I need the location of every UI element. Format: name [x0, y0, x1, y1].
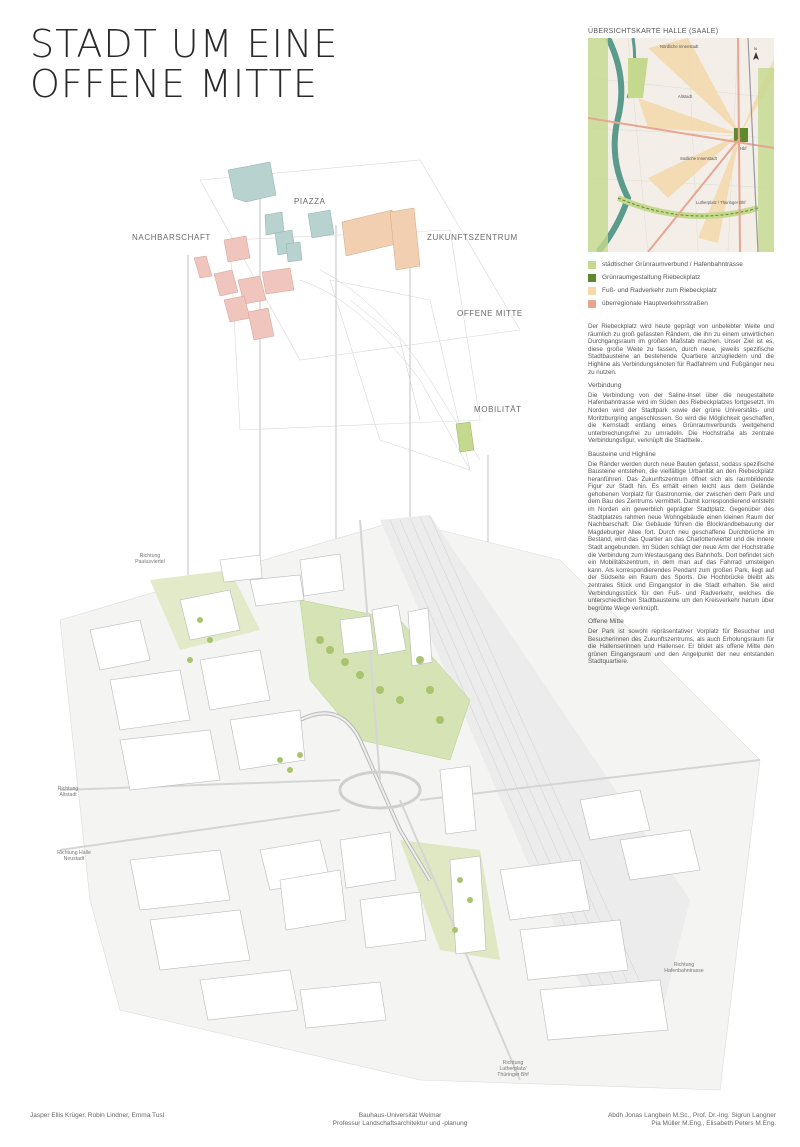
legend-swatch	[588, 261, 596, 269]
legend-label: Grünraumgestaltung Riebeckplatz	[602, 274, 701, 281]
label-piazza: PIAZZA	[294, 197, 326, 206]
legend-item-foot-bike	[588, 284, 743, 297]
legend-label: städtischer Grünraumverbund / Hafenbahntrasse	[602, 261, 743, 268]
direction-lutherplatz: Richtung Lutherplatz/ Thüringer Bhf	[497, 1060, 529, 1078]
description-text	[588, 323, 774, 672]
label-mobilitaet: MOBILITÄT	[474, 405, 522, 414]
legend-swatch	[588, 274, 596, 282]
footer-uni-line-2: Professur Landschaftsarchitektur und -planung	[332, 1120, 468, 1127]
footer-supervisors	[560, 1112, 776, 1128]
map-legend	[588, 258, 743, 310]
paragraph-bausteine: Die Ränder werden durch neue Bauten gefasst, sodass spezifische Bausteine entstehen, die vielfältige Urbanität an den Riebeckplatz heranführen. Das Zukunftszentrum öffnet sich als raumbildende Figur zur Stadt hin. Es erhält einen leicht aus dem Gelände gehobenen Vorplatz für Gastronomie, der zwischen dem Park und dem Bau des Zentrums vermittelt. Damit korrespondierend entsteht im Norden ein gewerblich geprägter Stadtplatz. Gegenüber des Stadtplatzes rahmen neue Wohngebäude einen kleinen Raum der Nachbarschaft. Die Gebäude führen die Blockrandbebauung der Magdeburger Allee fort. Durch neu geschaffene Durchbrüche im Bestand, wird das Quartier an das Charlottenviertel und die innere Stadt angebunden. Im Süden schlägt der neue Arm der Hochstraße die Verbindung zum Westausgang des Bahnhofs. Dort befindet sich ein Mobilitätszentrum, in dem man auf das Fahrrad umsteigen kann. Als korrespondierendes Pendant zum großen Park, liegt auf der Südseite ein Raum des Sports. Die Hochbrücke bleibt als zentrales Stück und Eingangstor in die Stadt erhalten. Sie wird Verbindungsstück für den Fuß- und Radverkehr, welches die unterschiedlichen Stadtbausteine um den Kreisverkehr herum über begrünte Wege verknüpft.	[588, 460, 774, 612]
legend-item-green-network	[588, 258, 743, 271]
layer-mobilitaet-building	[456, 422, 474, 452]
direction-paulusviertel: Richtung Paulusviertel	[135, 553, 165, 565]
map-label-altstadt: Altstadt	[678, 94, 692, 99]
legend-label: überregionale Hauptverkehrsstraßen	[602, 300, 708, 307]
layer-zukunftszentrum-buildings	[342, 208, 420, 270]
layer-offene-mitte-outline	[300, 270, 480, 470]
paragraph-verbindung: Die Verbindung von der Saline-Insel über die neugestaltete Hafenbahntrasse wird im Süden des Riebeckplatzes fortgesetzt. Im Norden wird der Stadtpark sowie der grüne Universitäts- und Moritzburgring angeschlossen. So wird die Möglichkeit geschaffen, die Kernstadt entlang eines Grünraumverbunds weitgehend unterbrechungsfrei zu umradeln. Die Hochstraße als zentrale Verbindungsfigur, verknüpft die Stadtteile.	[588, 391, 774, 445]
label-zukunftszentrum: ZUKUNFTSZENTRUM	[427, 233, 518, 242]
legend-label: Fuß- und Radverkehr zum Riebeckplatz	[602, 287, 717, 294]
overview-map	[588, 38, 774, 252]
legend-swatch	[588, 287, 596, 295]
map-label-hbf: Hbf	[740, 146, 747, 151]
footer-authors: Jasper Ellis Krüger, Robin Lindner, Emma Tusl	[30, 1112, 165, 1119]
map-label-luther: Lutherplatz / Thüringer Bhf	[696, 200, 746, 205]
overview-map-title: ÜBERSICHTSKARTE HALLE (SAALE)	[588, 28, 719, 35]
legend-item-riebeckplatz	[588, 271, 743, 284]
heading-verbindung: Verbindung	[588, 382, 622, 390]
svg-text:N: N	[754, 46, 757, 51]
heading-offene-mitte: Offene Mitte	[588, 618, 624, 626]
label-offene-mitte: OFFENE MITTE	[457, 309, 523, 318]
label-nachbarschaft: NACHBARSCHAFT	[132, 233, 211, 242]
footer-university	[300, 1112, 500, 1128]
direction-altstadt: Richtung Altstadt	[57, 786, 79, 798]
title-line-1: STADT UM EINE	[30, 22, 339, 66]
title-line-2: OFFENE MITTE	[30, 62, 318, 106]
direction-hafenbahntrasse: Richtung Hafenbahntrasse	[664, 962, 704, 974]
legend-swatch	[588, 300, 596, 308]
map-label-sued: Südliche Innenstadt	[680, 156, 717, 161]
footer-uni-line-1: Bauhaus-Universität Weimar	[358, 1112, 442, 1119]
legend-item-main-roads	[588, 297, 743, 310]
map-label-nord: Nördliche Innenstadt	[660, 44, 699, 49]
footer-supervisors-line-2: Pia Müller M.Eng., Elisabeth Peters M.Eng.	[651, 1120, 776, 1127]
heading-bausteine: Bausteine und Highline	[588, 450, 656, 458]
paragraph-offene-mitte: Der Park ist sowohl repräsentativer Vorplatz für Besucher und Besucherinnen des Zukunftszentrums, als auch Erholungsraum für die Hallenserinnen und Hallenser. Er bildet als offene Mitte den grünen Eingangsraum und den Angelpunkt der neu entstanden Stadtquartiere.	[588, 627, 774, 666]
footer-supervisors-line-1: Abdh Jonas Langbein M.Sc., Prof. Dr.-Ing. Sigrun Langner	[607, 1112, 776, 1119]
direction-halle-neustadt: Richtung Halle Neustadt	[57, 850, 91, 862]
intro-paragraph: Der Riebeckplatz wird heute geprägt von unbelebter Weite und räumlich zu groß gefassten Rändern, die ihn zu einem unwirtlichen Durchgangsraum im großen Maßstab machen. Unser Ziel ist es, diese große Weite zu fassen, durch neue, jeweils spezifische Stadtbausteine an bestehende Quartiere anzugliedern und die Highline als Verbindungsknoten für Radfahrern und Fußgänger neu zu nutzen.	[588, 323, 774, 376]
